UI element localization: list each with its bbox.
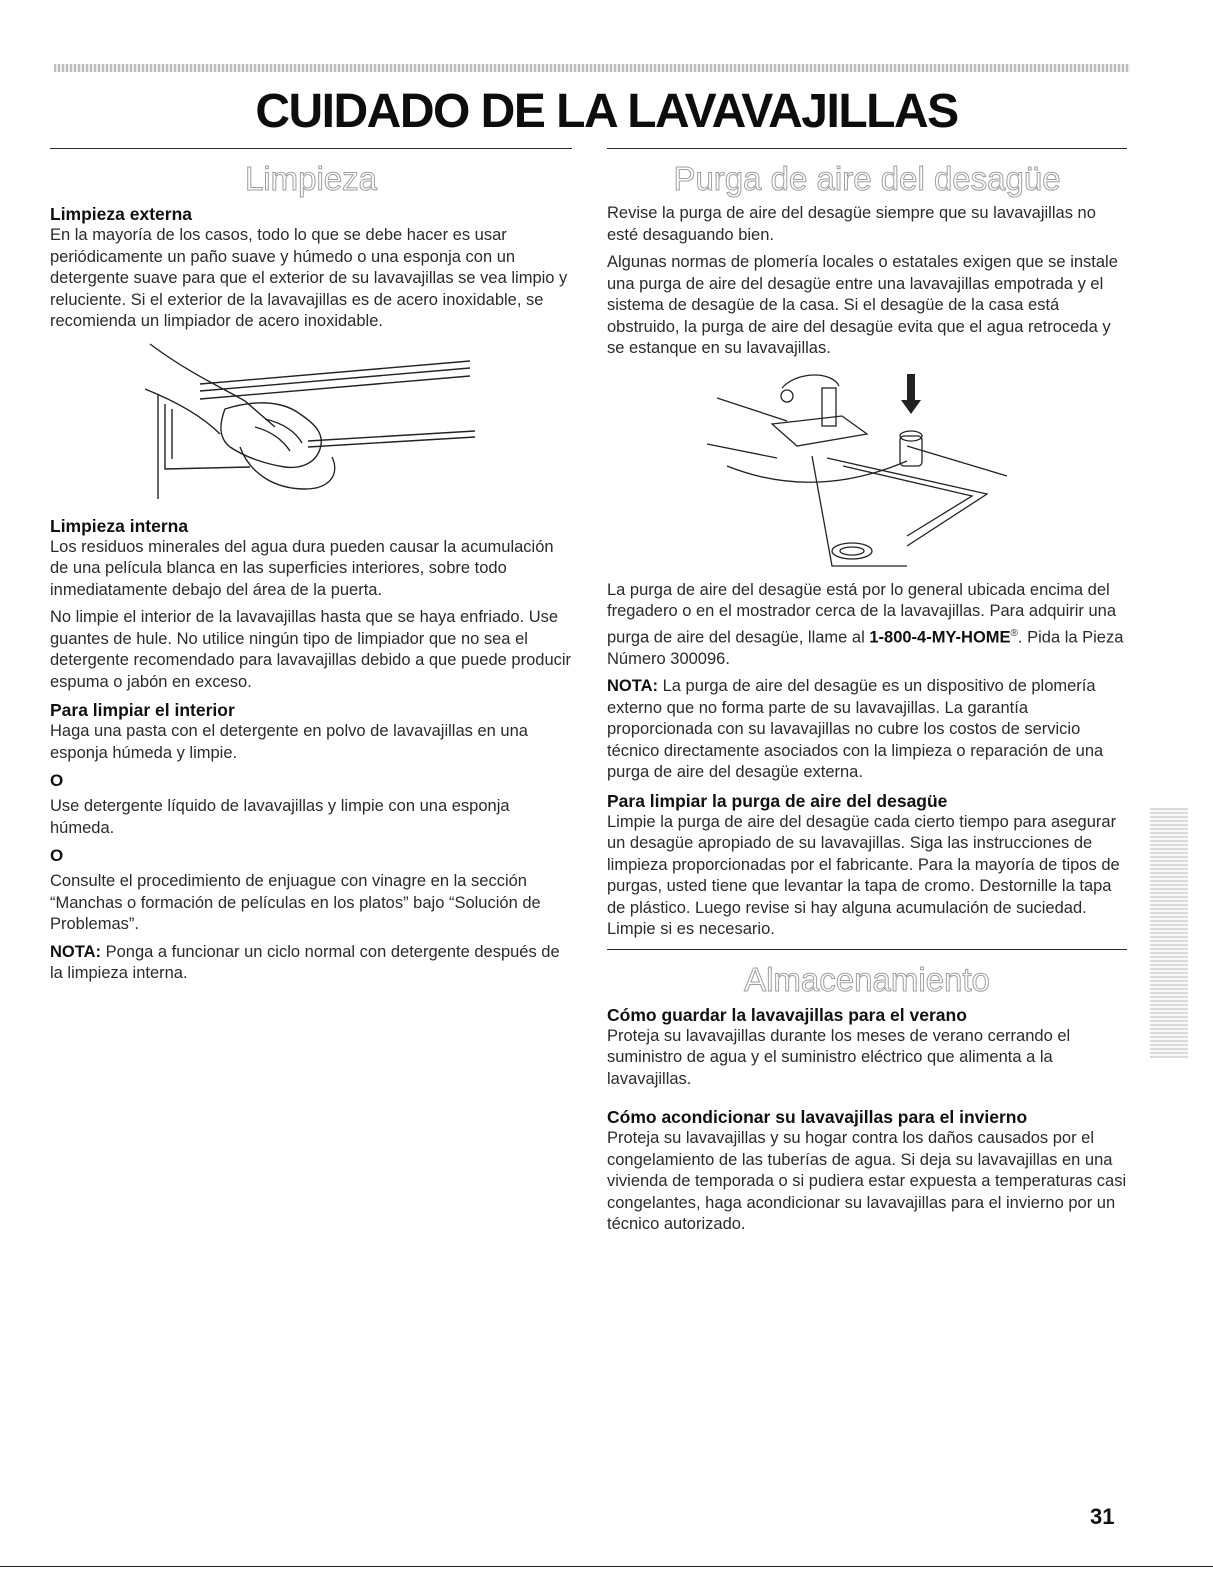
note-label: NOTA: <box>607 677 659 695</box>
left-column <box>50 148 572 991</box>
registered-mark: ® <box>1010 627 1018 639</box>
summer-storage-heading: Cómo guardar la lavavajillas para el verano <box>607 1004 967 1025</box>
winter-storage-heading: Cómo acondicionar su lavavajillas para el invierno <box>607 1107 1028 1127</box>
down-arrow-icon <box>901 374 921 414</box>
or-separator-2: O <box>50 846 64 865</box>
air-gap-p3 <box>607 580 1127 671</box>
header-band <box>54 64 1130 72</box>
section-rule <box>607 949 1127 950</box>
air-gap-note <box>607 676 1127 784</box>
section-title-limpieza: Limpieza <box>244 160 378 197</box>
clean-interior-p3: Haga una pasta con el detergente en polvo de lavavajillas en una esponja húmeda y limpie. <box>50 722 528 762</box>
air-gap-p3-a: La purga de aire del desagüe está por lo general ubicada encima del fregadero o en el mostrador cerca de la lavavajillas. Para adquirir una purga de aire del desagüe, llame al <box>607 580 1117 646</box>
clean-interior-heading: Para limpiar el interior <box>50 700 235 720</box>
clean-air-gap-heading: Para limpiar la purga de aire del desagüe <box>607 790 948 811</box>
air-gap-p1: Revise la purga de aire del desagüe siempre que su lavavajillas no esté desaguando bien. <box>607 204 1096 244</box>
right-column <box>607 148 1127 1242</box>
air-gap-p3-b: . Pida la Pieza Número 300096. <box>607 628 1124 668</box>
summer-storage-text: Proteja su lavavajillas durante los meses de verano cerrando el suministro de agua y el suministro eléctrico que alimenta a la lavavajillas. <box>607 1026 1071 1088</box>
internal-cleaning-heading: Limpieza interna <box>50 515 189 536</box>
or-separator-1: O <box>50 771 64 790</box>
section-rule <box>607 148 1127 149</box>
clean-interior-p5: Consulte el procedimiento de enjuague con vinagre en la sección “Manchas o formación de películas en los platos” bajo “Solución de Problemas”. <box>50 872 541 933</box>
note-text: La purga de aire del desagüe es un dispositivo de plomería externo que no forma parte de su lavavajillas. La garantía proporcionada con su lavavajillas no cubre los costos de servicio técnico directamente asociados con la limpieza o reparación de una purga de aire del desagüe externa. <box>607 677 1104 781</box>
hand-wiping-illustration <box>50 339 572 509</box>
note-label: NOTA: <box>50 942 102 961</box>
section-rule <box>50 148 572 149</box>
page-number: 31 <box>1090 1504 1115 1529</box>
winter-storage-text: Proteja su lavavajillas y su hogar contra los daños causados por el congelamiento de las tuberías de agua. Si deja su lavavajillas en una vivienda de temporada o si pudiera estar expuesta a temperaturas casi congelantes, haga acondicionar su lavavajillas para el invierno por un técnico autorizado. <box>607 1129 1127 1233</box>
bottom-rule <box>0 1566 1213 1567</box>
internal-cleaning-p2: No limpie el interior de la lavavajillas hasta que se haya enfriado. Use guantes de hule. No utilice ningún tipo de limpiador que no sea el detergente recomendado para lavavajillas debido a que puede producir espuma o jabón en exceso. <box>50 608 572 691</box>
side-language-tab <box>1150 808 1188 1058</box>
section-title-storage: Almacenamiento <box>744 960 990 998</box>
internal-cleaning-p1: Los residuos minerales del agua dura pueden causar la acumulación de una película blanca en las superficies interiores, sobre todo inmediatamente debajo del área de la puerta. <box>50 537 554 599</box>
clean-interior-p4: Use detergente líquido de lavavajillas y limpie con una esponja húmeda. <box>50 797 510 837</box>
section-title-air-gap: Purga de aire del desagüe <box>673 160 1061 197</box>
external-cleaning-heading: Limpieza externa <box>50 204 192 224</box>
external-cleaning-text: En la mayoría de los casos, todo lo que se debe hacer es usar periódicamente un paño suave y húmedo o una esponja con un detergente suave para que el exterior de su lavavajillas se vea limpio y reluciente. Si el exterior de la lavavajillas es de acero inoxidable, se recomienda un limpiador de acero inoxidable. <box>50 226 568 330</box>
page-title: CUIDADO DE LA LAVAVAJILLAS <box>255 85 958 138</box>
clean-air-gap-text: Limpie la purga de aire del desagüe cada cierto tiempo para asegurar un desagüe apropiado de su lavavajillas. Siga las instrucciones de limpieza proporcionadas por el fabricante. Para la mayoría de tipos de purgas, usted tiene que levantar la tapa de cromo. Destornille la tapa de plástico. Luego revise si hay alguna acumulación de suciedad. Limpie si es necesario. <box>607 812 1120 938</box>
sink-air-gap-illustration <box>607 366 1127 576</box>
note-text: Ponga a funcionar un ciclo normal con detergente después de la limpieza interna. <box>50 942 560 982</box>
air-gap-p2: Algunas normas de plomería locales o estatales exigen que se instale una purga de aire del desagüe entre una lavavajillas empotrada y el sistema de desagüe de la casa. Si el desagüe de la casa está obstruido, la purga de aire del desagüe evita que el agua retroceda y se estanque en su lavavajillas. <box>607 253 1118 357</box>
phone-number: 1-800-4-MY-HOME <box>869 628 1011 646</box>
internal-note <box>50 942 572 985</box>
